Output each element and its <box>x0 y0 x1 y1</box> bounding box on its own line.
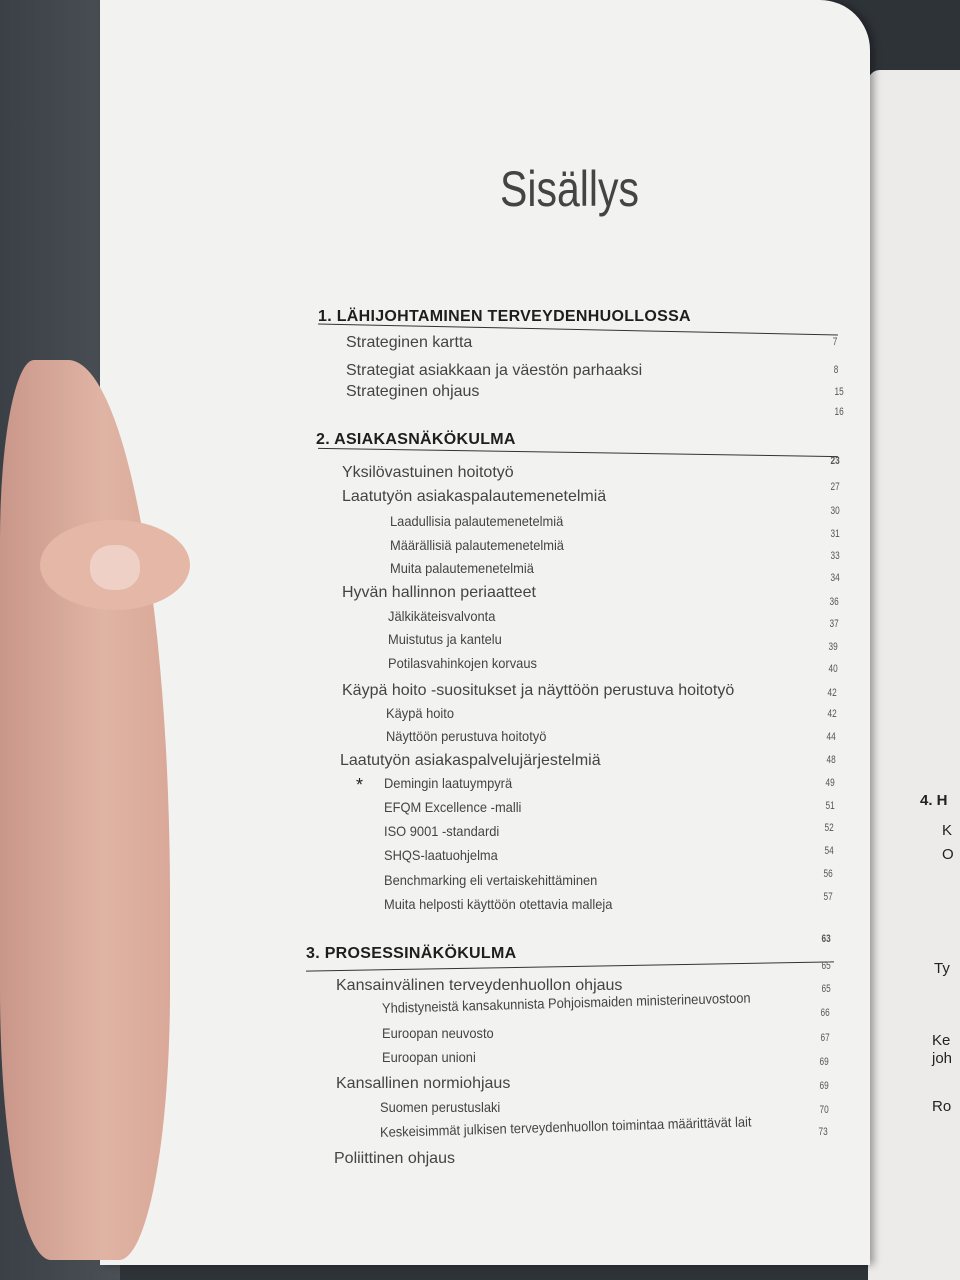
chapter-heading: 3. PROSESSINÄKÖKULMA <box>306 945 517 962</box>
toc-entry: Euroopan neuvosto <box>382 1025 494 1041</box>
toc-entry: Muita helposti käyttöön otettavia malleja <box>384 896 613 912</box>
toc-entry: Muita palautemenetelmiä <box>390 560 534 576</box>
page-number: 52 <box>824 822 834 834</box>
toc-entry: ISO 9001 -standardi <box>384 823 500 839</box>
toc-entry: Strateginen kartta <box>346 334 473 351</box>
right-page-fragment: O <box>942 846 954 863</box>
page-number: 49 <box>825 777 835 789</box>
right-page-fragment: Ke <box>932 1032 951 1049</box>
toc-entry: Yksilövastuinen hoitotyö <box>342 464 514 481</box>
toc-entry: Kansallinen normiohjaus <box>336 1075 511 1092</box>
page-number: 69 <box>819 1056 829 1068</box>
page-number: 66 <box>820 1007 830 1019</box>
toc-entry: Yhdistyneistä kansakunnista Pohjoismaiden ministerineuvostoon <box>381 989 751 1016</box>
page-number: 48 <box>826 754 836 766</box>
toc-entry: SHQS-laatuohjelma <box>384 847 498 863</box>
chapter-heading: 1. LÄHIJOHTAMINEN TERVEYDENHUOLLOSSA <box>318 308 691 325</box>
page-number: 69 <box>819 1080 829 1092</box>
toc-entry: Benchmarking eli vertaiskehittäminen <box>384 872 598 888</box>
right-page-fragment: joh <box>932 1050 953 1067</box>
right-page-fragment: K <box>942 822 953 839</box>
page-number: 34 <box>830 572 840 584</box>
page-number: 16 <box>834 406 844 418</box>
toc-entry: Poliittinen ohjaus <box>334 1150 455 1167</box>
chapter-heading: 2. ASIAKASNÄKÖKULMA <box>316 431 516 448</box>
right-page-fragment: Ro <box>932 1098 952 1115</box>
page-number: 39 <box>828 641 838 653</box>
toc-entry: Strateginen ohjaus <box>346 383 480 400</box>
page-number: 70 <box>819 1104 829 1116</box>
toc-entry: Muistutus ja kantelu <box>388 631 502 647</box>
toc-entry: Laadullisia palautemenetelmiä <box>390 513 564 529</box>
page-number: 42 <box>827 708 837 720</box>
toc-entry: Keskeisimmät julkisen terveydenhuollon toimintaa määrittävät lait <box>379 1113 752 1140</box>
toc-entry: Näyttöön perustuva hoitotyö <box>386 728 547 744</box>
toc-entry: Euroopan unioni <box>382 1049 476 1065</box>
page-number: 33 <box>830 550 840 562</box>
page-number: 51 <box>825 800 835 812</box>
toc-entry: Suomen perustuslaki <box>380 1099 501 1115</box>
toc-entry: Kansainvälinen terveydenhuollon ohjaus <box>336 977 623 994</box>
toc-entry: Käypä hoito <box>386 705 455 721</box>
toc-entry: Hyvän hallinnon periaatteet <box>342 584 536 601</box>
page-number: 30 <box>830 505 840 517</box>
page-title: Sisällys <box>500 161 639 217</box>
toc-entry: Laatutyön asiakaspalvelujärjestelmiä <box>340 752 601 769</box>
page-number: 15 <box>834 386 844 398</box>
toc-entry: Demingin laatuympyrä <box>384 775 513 791</box>
right-page-fragment: 4. H <box>920 792 948 809</box>
page-number: 56 <box>823 868 833 880</box>
page-number: 65 <box>821 983 831 995</box>
right-page <box>868 70 960 1280</box>
toc-entry: Jälkikäteisvalvonta <box>388 608 496 624</box>
page-number: 23 <box>830 455 840 467</box>
page-number: 42 <box>827 687 837 699</box>
toc-entry: Käypä hoito -suositukset ja näyttöön perustuva hoitotyö <box>342 682 735 699</box>
page-number: 65 <box>821 960 831 972</box>
page-number: 31 <box>830 528 840 540</box>
handwritten-asterisk: * <box>356 775 364 795</box>
page-number: 73 <box>818 1126 828 1138</box>
page-number: 7 <box>832 336 838 348</box>
toc-entry: EFQM Excellence -malli <box>384 799 522 815</box>
page-number: 27 <box>830 481 840 493</box>
toc-entry: Strategiat asiakkaan ja väestön parhaaksi <box>346 362 643 379</box>
toc-entry: Potilasvahinkojen korvaus <box>388 655 537 671</box>
page-number: 36 <box>829 596 839 608</box>
page-number: 40 <box>828 663 838 675</box>
page-number: 54 <box>824 845 834 857</box>
thumbnail <box>90 545 140 590</box>
page-number: 57 <box>823 891 833 903</box>
page-number: 44 <box>826 731 836 743</box>
page-number: 8 <box>833 364 839 376</box>
toc-entry: Määrällisiä palautemenetelmiä <box>390 537 564 553</box>
right-page-fragment: Ty <box>934 960 950 977</box>
page-number: 37 <box>829 618 839 630</box>
page-number: 63 <box>821 933 831 945</box>
toc-entry: Laatutyön asiakaspalautemenetelmiä <box>342 488 607 505</box>
page-number: 67 <box>820 1032 830 1044</box>
